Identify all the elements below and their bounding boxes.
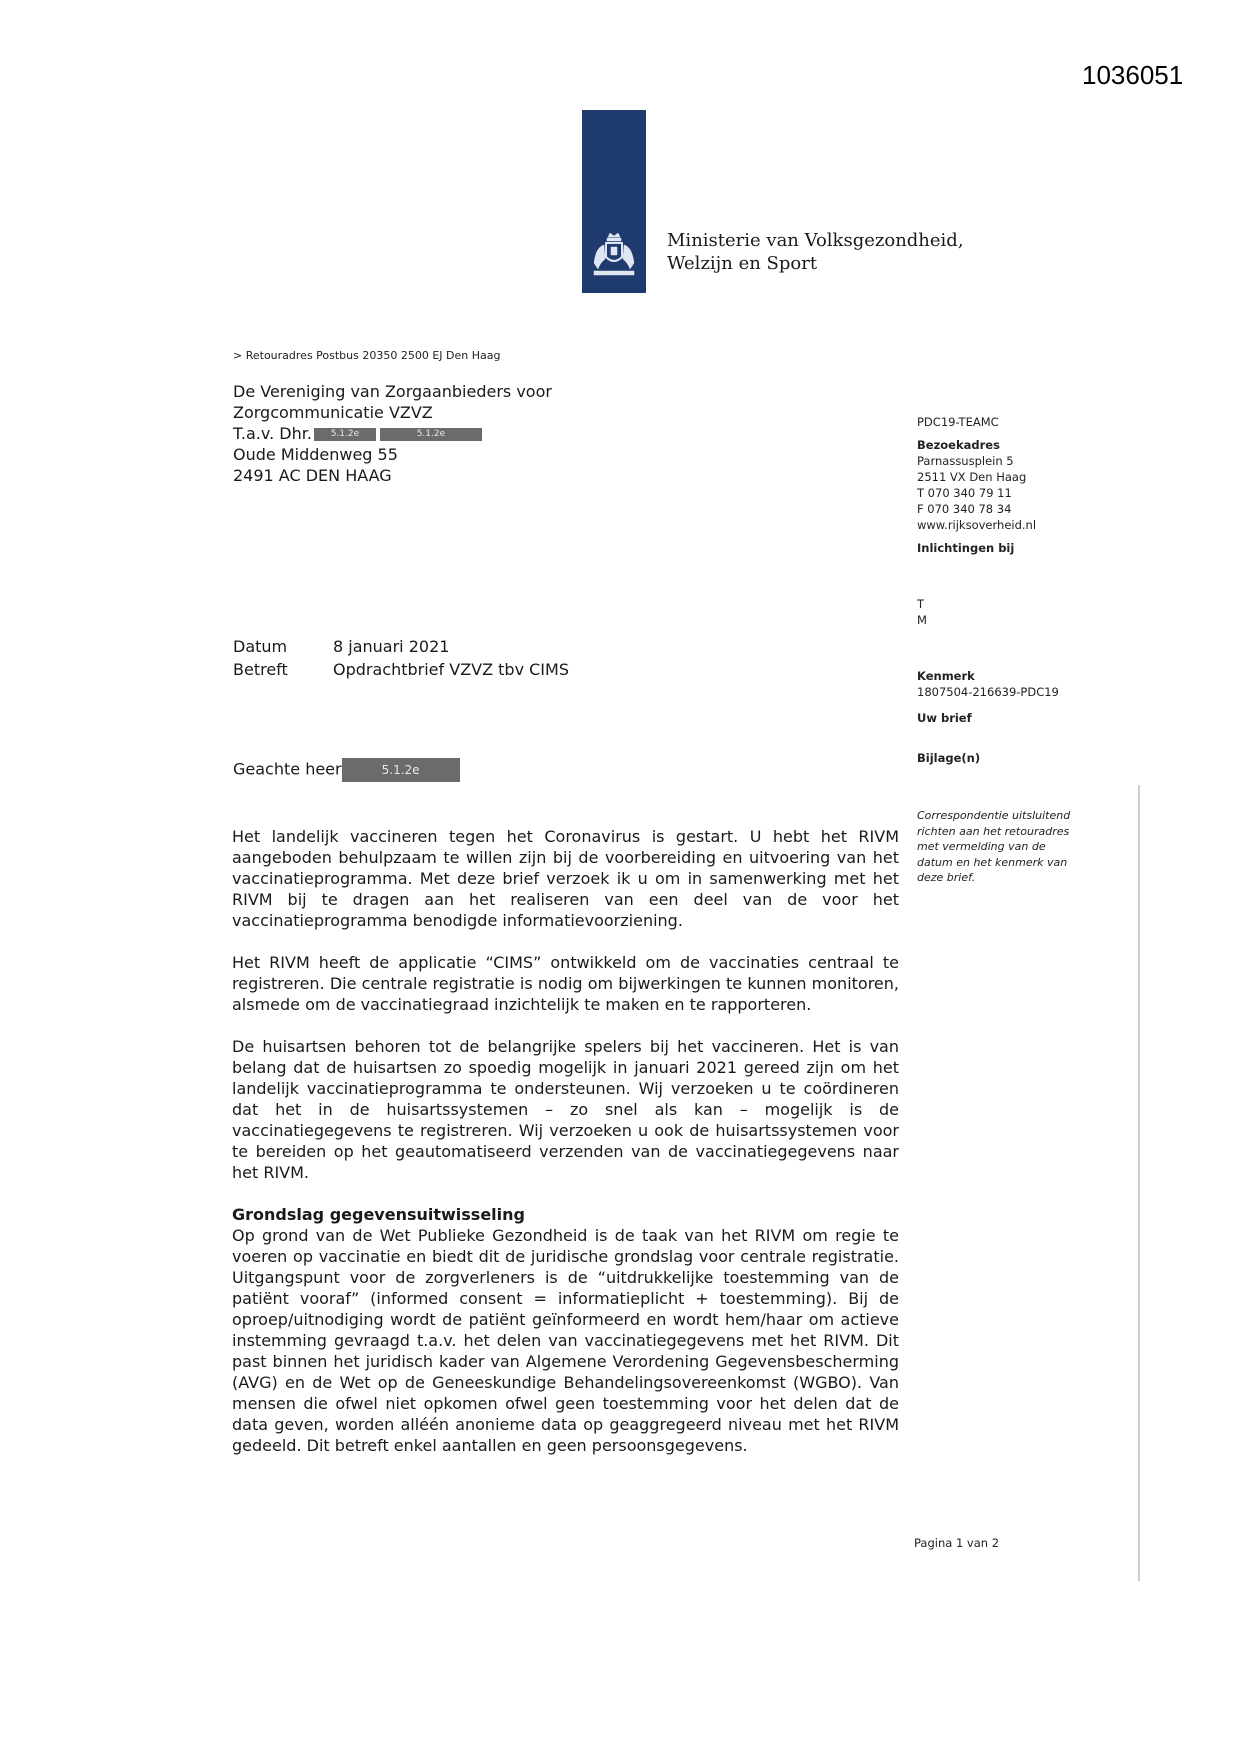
info-contact — [917, 596, 1117, 628]
ministry-line-1: Ministerie van Volksgezondheid, — [667, 230, 964, 251]
body-paragraph-3: De huisartsen behoren tot de belangrijke spelers bij het vaccineren. Het is van belang dat de huisartsen zo spoedig mogelijk in januari 2021 gereed zijn om het landelijk vaccinatieprogramma te ondersteunen. Wij verzoeken u te coördineren dat het in de huisartssystemen – zo snel als kan – mogelijk is de vaccinatiegegevens te registreren. Wij verzoeken u ook de huisartssystemen voor te bereiden op het geautomatiseerd verzenden van de vaccinatiegegevens naar het RIVM. — [232, 1037, 899, 1182]
ministry-logo — [582, 110, 646, 293]
salutation — [233, 758, 460, 782]
info-mobile-label: M — [917, 613, 927, 627]
ministry-line-2: Welzijn en Sport — [667, 253, 818, 274]
return-address: > Retouradres Postbus 20350 2500 EJ Den Haag — [233, 349, 501, 362]
subject-value: Opdrachtbrief VZVZ tbv CIMS — [333, 660, 569, 679]
subject-label: Betreft — [233, 660, 288, 679]
royal-coat-of-arms-icon — [588, 229, 640, 281]
subject-row — [233, 658, 569, 681]
page-edge-line — [1138, 785, 1140, 1581]
info-phone-label: T — [917, 597, 925, 611]
note-line: met vermelding van de — [917, 840, 1046, 853]
reference-label: Kenmerk — [917, 669, 975, 683]
recipient-line-1: De Vereniging van Zorgaanbieders voor — [233, 382, 552, 401]
sidebar-visit-address — [917, 437, 1117, 533]
website: www.rijksoverheid.nl — [917, 518, 1037, 532]
fax-number: F 070 340 78 34 — [917, 502, 1012, 516]
your-letter-label: Uw brief — [917, 711, 972, 725]
note-line: datum en het kenmerk van — [917, 855, 1068, 869]
redaction-block: 5.1.2e — [380, 428, 482, 441]
recipient-street: Oude Middenweg 55 — [233, 445, 398, 464]
recipient-address — [233, 381, 552, 486]
date-value: 8 januari 2021 — [333, 637, 450, 656]
visit-city: 2511 VX Den Haag — [917, 470, 1027, 484]
info-label: Inlichtingen bij — [917, 541, 1015, 555]
note-line: Correspondentie uitsluitend — [917, 809, 1071, 822]
ministry-name — [667, 229, 964, 275]
date-row — [233, 635, 569, 658]
redaction-block: 5.1.2e — [342, 758, 460, 782]
visit-address-label: Bezoekadres — [917, 438, 1000, 452]
visit-street: Parnassusplein 5 — [917, 454, 1014, 468]
correspondence-note — [917, 808, 1087, 886]
letter-body — [232, 826, 899, 1477]
attention-prefix: T.a.v. Dhr. — [233, 424, 312, 443]
document-number: 1036051 — [1082, 60, 1184, 90]
recipient-city: 2491 AC DEN HAAG — [233, 466, 392, 485]
body-paragraph-4: Op grond van de Wet Publieke Gezondheid is de taak van het RIVM om regie te voeren op vaccinatie en biedt dit de juridische grondslag voor centrale registratie. Uitgangspunt voor de zorgverleners is de “uitdrukkelijke toestemming van de patiënt vooraf” (informed consent = informatieplicht + toestemming). Bij de oproep/uitnodiging wordt de patiënt geïnformeerd en wordt hem/haar om actieve instemming gevraagd t.a.v. het delen van vaccinatiegegevens met het RIVM. Dit past binnen het juridisch kader van Algemene Verordening Gegevensbescherming (AVG) en de Wet op de Geneeskundige Behandelingsovereenkomst (WGBO). Van mensen die ofwel niet opkomen ofwel geen toestemming voor het delen dat de data geven, worden alléén anonieme data op geaggregeerd niveau met het RIVM gedeeld. Dit betreft enkel aantallen en geen persoonsgegevens. — [232, 1226, 899, 1455]
recipient-attention — [233, 423, 552, 444]
date-label: Datum — [233, 637, 288, 656]
body-paragraph-2: Het RIVM heeft de applicatie “CIMS” ontwikkeld om de vaccinaties centraal te registreren. Die centrale registratie is nodig om bijwerkingen te kunnen monitoren, alsmede om de vaccinatiegraad inzichtelijk te maken en te rapporteren. — [232, 953, 899, 1014]
reference-value: 1807504-216639-PDC19 — [917, 685, 1059, 699]
sidebar-unit: PDC19-TEAMC — [917, 415, 999, 429]
reference — [917, 668, 1117, 700]
page-number: Pagina 1 van 2 — [914, 1536, 1000, 1550]
body-paragraph-1: Het landelijk vaccineren tegen het Coronavirus is gestart. U hebt het RIVM aangeboden behulpzaam te willen zijn bij de voorbereiding en uitvoering van het vaccinatieprogramma. Met deze brief verzoek ik u om in samenwerking met het RIVM bij te dragen aan het realiseren van een deel van de voor het vaccinatieprogramma benodigde informatievoorziening. — [232, 827, 899, 930]
attachments-label: Bijlage(n) — [917, 751, 981, 765]
phone-number: T 070 340 79 11 — [917, 486, 1012, 500]
salutation-text: Geachte heer — [233, 759, 342, 779]
note-line: deze brief. — [917, 871, 976, 884]
redaction-block: 5.1.2e — [314, 428, 376, 441]
section-heading: Grondslag gegevensuitwisseling — [232, 1205, 525, 1224]
note-line: richten aan het retouradres — [917, 824, 1070, 838]
recipient-line-2: Zorgcommunicatie VZVZ — [233, 403, 433, 422]
letter-meta — [233, 635, 569, 681]
